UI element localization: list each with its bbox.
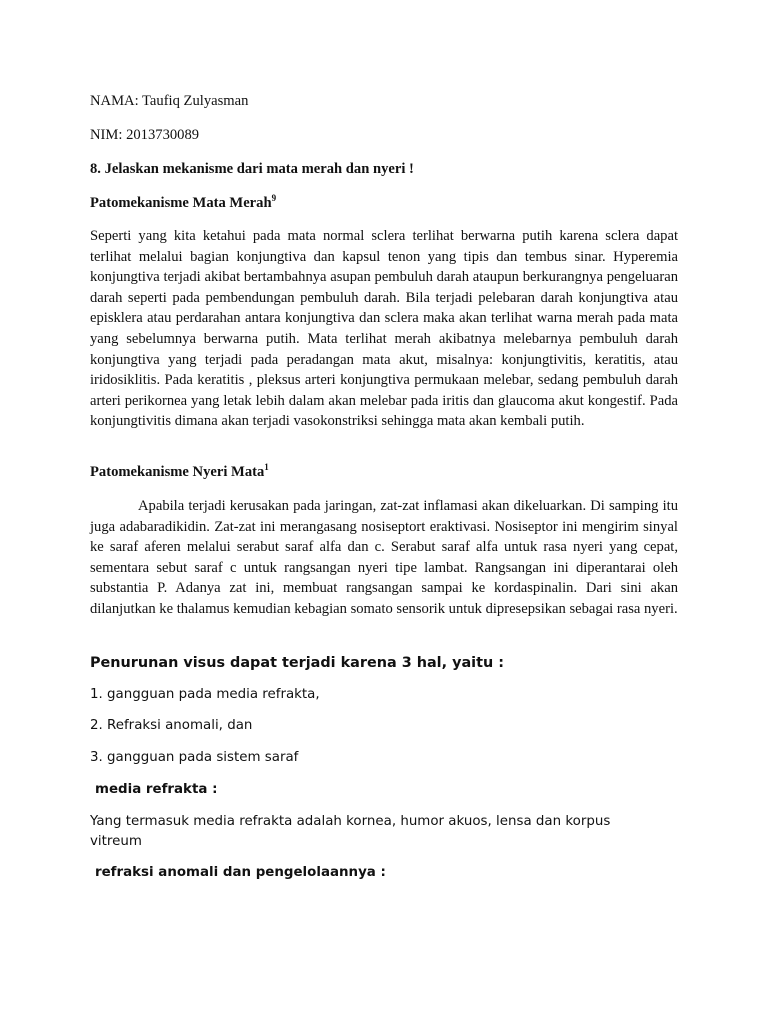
media-refrakta-line-2: vitreum (90, 834, 142, 849)
student-nim: NIM: 2013730089 (90, 127, 200, 143)
paragraph-mata-merah: Seperti yang kita ketahui pada mata normal sclera terlihat berwarna putih karena sclera dapat terlihat melalui bagian konjungtiva dan kapsul tenon yang tipis dan tembus sinar. Hyperemia konjungtiva terjadi akibat bertambahnya asupan pembuluh darah ataupun berkurangnya pengeluaran darah seperti pada pembendungan pembuluh darah. Bila terjadi pelebaran darah konjungtiva atau episklera atau perdarahan antara konjungtiva dan sclera maka akan terlihat warna merah pada mata yang sebelumnya berwarna putih. Mata terlihat merah akibatnya melebarnya pembuluh darah konjungtiva yang terjadi pada peradangan mata akut, misalnya: konjungtivitis, keratitis, atau iridosiklitis. Pada keratitis , pleksus arteri konjungtiva permukaan melebar, sedang pembuluh darah arteri perikornea yang letak lebih dalam akan melebar pada iritis dan glaucoma akut kongestif. Pada konjungtivitis dimana akan terjadi vasokonstriksi sehingga mata akan kembali putih. (90, 228, 678, 430)
list-item: 2. Refraksi anomali, dan (90, 718, 253, 733)
media-refrakta-line-1: Yang termasuk media refrakta adalah kornea, humor akuos, lensa dan korpus (90, 814, 611, 829)
visus-heading: Penurunan visus dapat terjadi karena 3 hal, yaitu : (90, 655, 504, 671)
question-heading: 8. Jelaskan mekanisme dari mata merah dan nyeri ! (90, 161, 414, 177)
reference-superscript: 9 (271, 193, 277, 204)
section-title-text: Patomekanisme Mata Merah (90, 195, 272, 211)
section-title-mata-merah (90, 195, 276, 212)
section-title-nyeri-mata (90, 464, 269, 481)
list-item: 1. gangguan pada media refrakta, (90, 687, 320, 702)
list-item: 3. gangguan pada sistem saraf (90, 750, 299, 765)
refraksi-anomali-heading: refraksi anomali dan pengelolaannya : (95, 865, 386, 880)
paragraph-nyeri-mata: Apabila terjadi kerusakan pada jaringan, zat-zat inflamasi akan dikeluarkan. Di samping itu juga adabaradikidin. Zat-zat ini merangasang nosiseptort eraktivasi. Nosiseptor ini mengirim sinyal ke saraf aferen melalui serabut saraf alfa dan c. Serabut saraf alfa untuk rasa nyeri yang cepat, sementara sebut saraf c untuk rangsangan nyeri tipe lambat. Rangsangan ini diperantarai oleh substantia P. Adanya zat ini, membuat rangsangan sampai ke kordaspinalin. Dari sini akan dilanjutkan ke thalamus kemudian kebagian somato sensorik untuk dipresepsikan sebagai rasa nyeri. (90, 498, 678, 617)
section-title-text: Patomekanisme Nyeri Mata (90, 464, 265, 480)
media-refrakta-heading: media refrakta : (95, 782, 218, 797)
reference-superscript: 1 (264, 462, 269, 473)
student-name: NAMA: Taufiq Zulyasman (90, 93, 249, 109)
